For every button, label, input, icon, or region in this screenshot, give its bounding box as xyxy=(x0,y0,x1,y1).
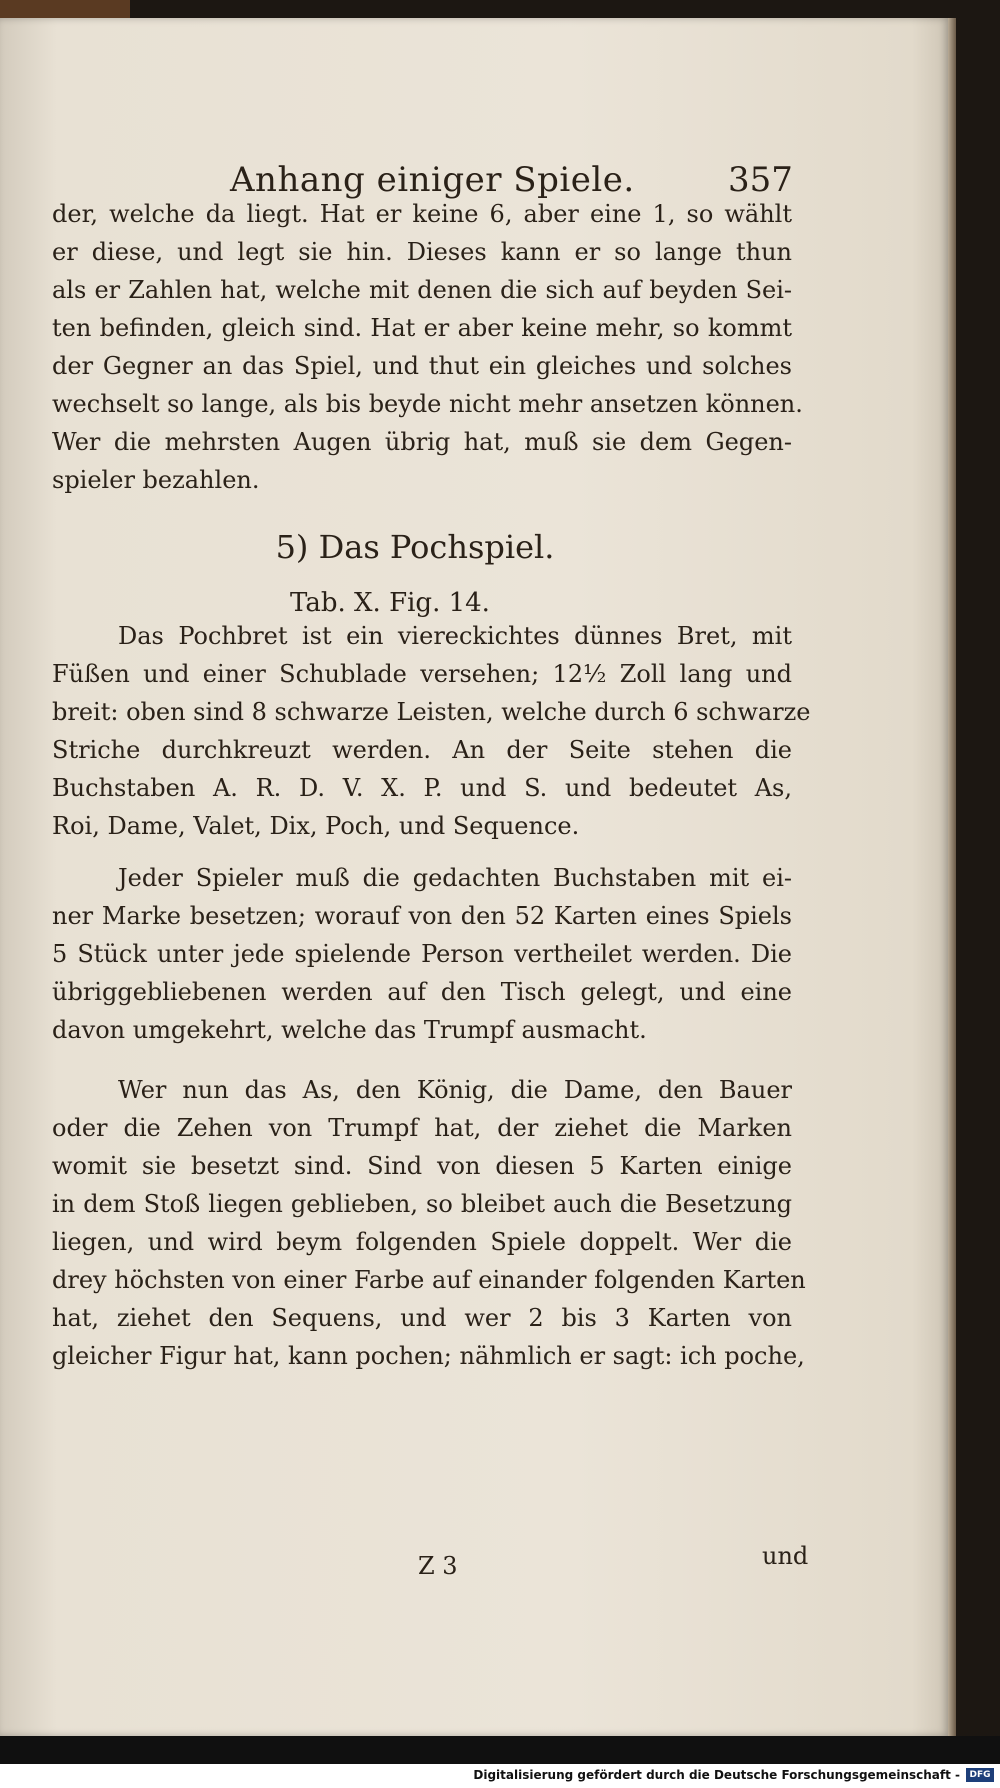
text-line: Füßen und einer Schublade versehen; 12½ Zoll lang und xyxy=(52,660,792,688)
digitization-footer xyxy=(0,1764,1000,1788)
text-line: liegen, und wird beym folgenden Spiele doppelt. Wer die xyxy=(52,1228,792,1256)
page-number: 357 xyxy=(728,160,793,200)
section-subheading: Tab. X. Fig. 14. xyxy=(290,588,490,618)
dfg-logo: DFG xyxy=(966,1768,994,1782)
text-line: Jeder Spieler muß die gedachten Buchstaben mit ei- xyxy=(118,864,792,892)
text-line: der, welche da liegt. Hat er keine 6, aber eine 1, so wählt xyxy=(52,200,792,228)
book-page xyxy=(0,18,950,1736)
section-heading: 5) Das Pochspiel. xyxy=(275,528,555,566)
text-line: ner Marke besetzen; worauf von den 52 Karten eines Spiels xyxy=(52,902,792,930)
text-line: spieler bezahlen. xyxy=(52,466,260,494)
text-line: gleicher Figur hat, kann pochen; nähmlich er sagt: ich poche, xyxy=(52,1342,805,1370)
binding-edge xyxy=(0,0,130,20)
text-line: übriggebliebenen werden auf den Tisch gelegt, und eine xyxy=(52,978,792,1006)
text-line: wechselt so lange, als bis beyde nicht mehr ansetzen können. xyxy=(52,390,803,418)
text-line: Striche durchkreuzt werden. An der Seite stehen die xyxy=(52,736,792,764)
text-line: Wer die mehrsten Augen übrig hat, muß sie dem Gegen- xyxy=(52,428,792,456)
text-line: der Gegner an das Spiel, und thut ein gleiches und solches xyxy=(52,352,792,380)
text-line: oder die Zehen von Trumpf hat, der ziehet die Marken xyxy=(52,1114,792,1142)
funding-credit: Digitalisierung gefördert durch die Deutsche Forschungsgemeinschaft - xyxy=(473,1768,960,1782)
text-line: 5 Stück unter jede spielende Person vertheilet werden. Die xyxy=(52,940,792,968)
catchword: und xyxy=(762,1542,809,1570)
running-header-title: Anhang einiger Spiele. xyxy=(230,160,635,200)
page-edge-shadow xyxy=(948,18,956,1736)
text-line: Das Pochbret ist ein viereckichtes dünnes Bret, mit xyxy=(118,622,792,650)
text-line: womit sie besetzt sind. Sind von diesen 5 Karten einige xyxy=(52,1152,792,1180)
text-line: als er Zahlen hat, welche mit denen die sich auf beyden Sei- xyxy=(52,276,792,304)
text-line: hat, ziehet den Sequens, und wer 2 bis 3 Karten von xyxy=(52,1304,792,1332)
text-line: in dem Stoß liegen geblieben, so bleibet auch die Besetzung xyxy=(52,1190,792,1218)
text-line: ten befinden, gleich sind. Hat er aber keine mehr, so kommt xyxy=(52,314,792,342)
text-line: breit: oben sind 8 schwarze Leisten, welche durch 6 schwarze xyxy=(52,698,811,726)
text-line: drey höchsten von einer Farbe auf einander folgenden Karten xyxy=(52,1266,806,1294)
text-line: davon umgekehrt, welche das Trumpf ausmacht. xyxy=(52,1016,647,1044)
text-line: Buchstaben A. R. D. V. X. P. und S. und bedeutet As, xyxy=(52,774,792,802)
signature-mark: Z 3 xyxy=(418,1552,458,1580)
text-line: er diese, und legt sie hin. Dieses kann er so lange thun xyxy=(52,238,792,266)
text-line: Wer nun das As, den König, die Dame, den Bauer xyxy=(118,1076,792,1104)
text-line: Roi, Dame, Valet, Dix, Poch, und Sequence. xyxy=(52,812,580,840)
